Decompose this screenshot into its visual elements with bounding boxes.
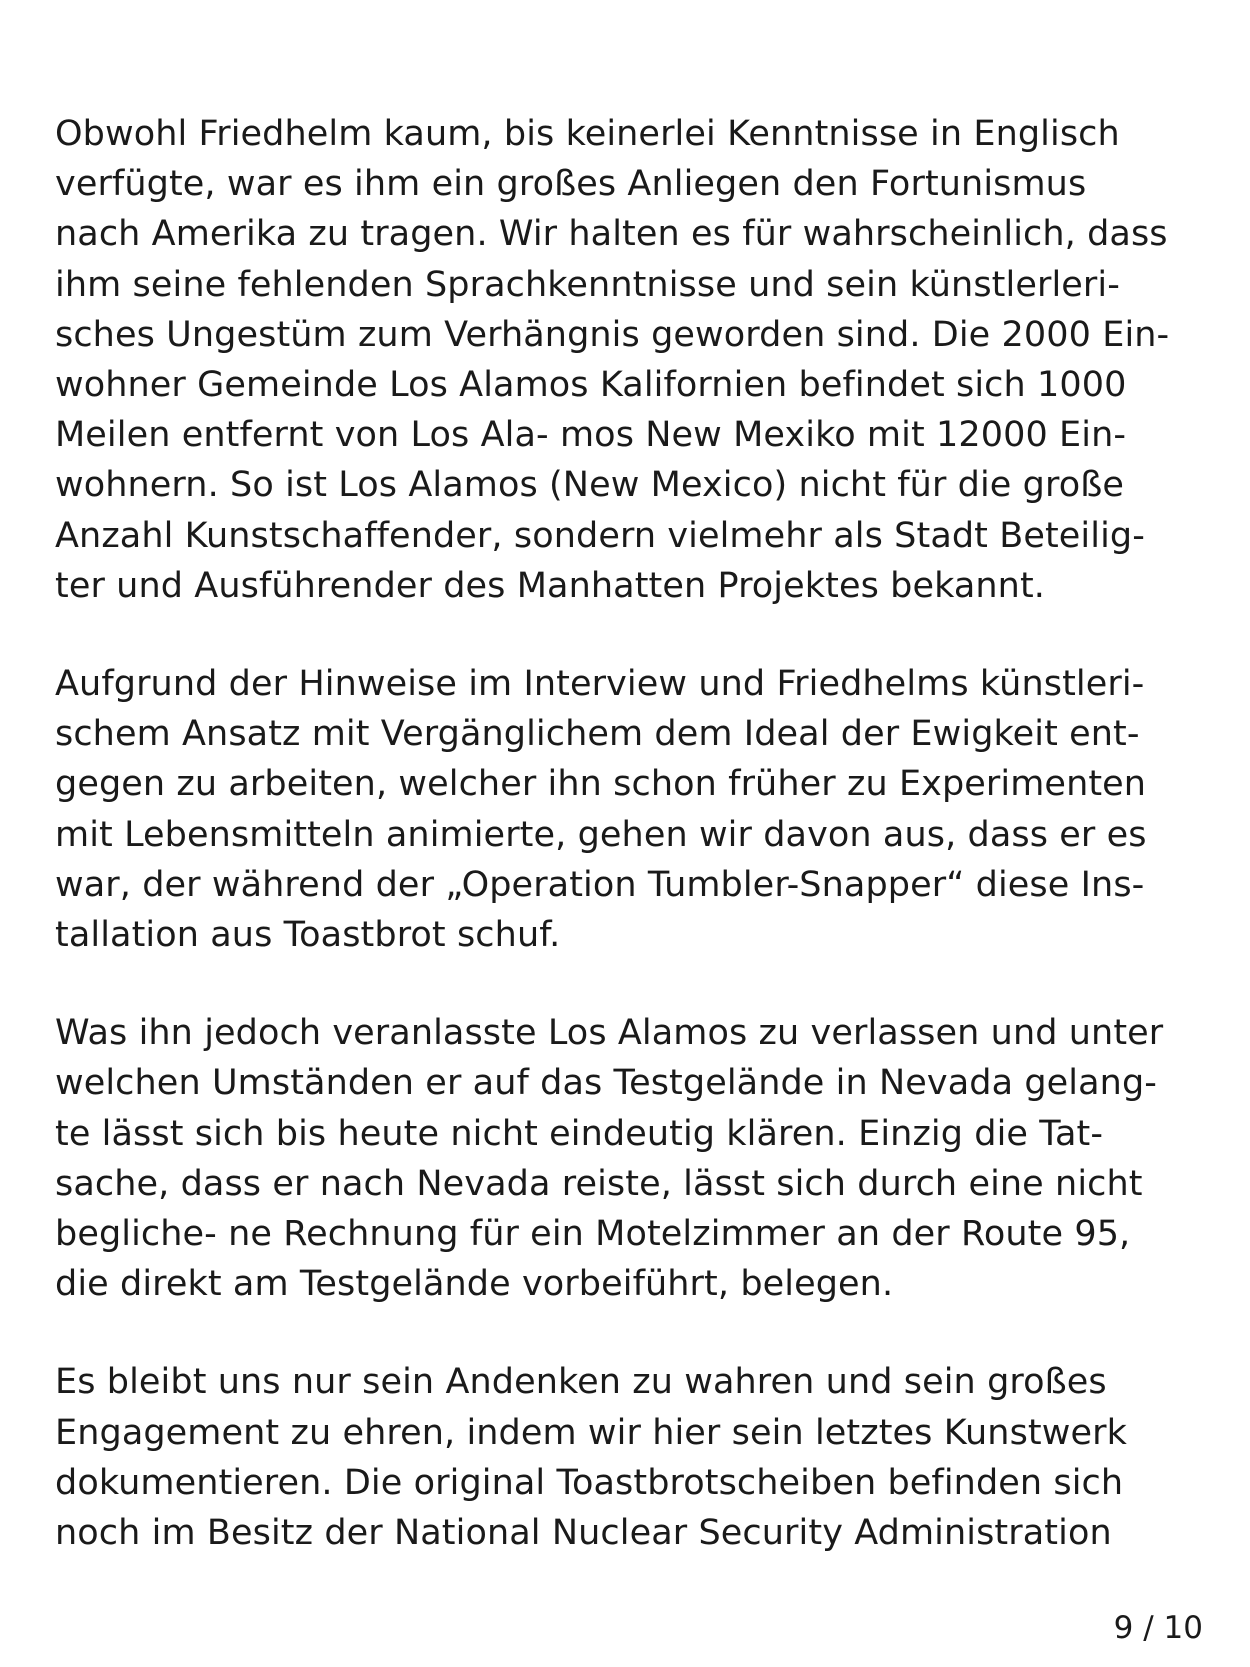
text-line: sache, dass er nach Nevada reiste, lässt sich durch eine nicht <box>55 1163 1143 1204</box>
text-line: war, der während der „Operation Tumbler-Snapper“ diese Ins- <box>55 864 1145 905</box>
text-line: gegen zu arbeiten, welcher ihn schon früher zu Experimenten <box>55 764 1147 805</box>
text-line: begliche- ne Rechnung für ein Motelzimmer an der Route 95, <box>55 1214 1131 1255</box>
text-line: sches Ungestüm zum Verhängnis geworden sind. Die 2000 Ein- <box>55 314 1170 355</box>
text-line: tallation aus Toastbrot schuf. <box>55 915 561 956</box>
text-line: noch im Besitz der National Nuclear Security Administration <box>55 1513 1112 1554</box>
paragraph-1 <box>55 109 1205 611</box>
body-text <box>55 109 1205 1606</box>
text-line: wohner Gemeinde Los Alamos Kalifornien befindet sich 1000 <box>55 365 1127 406</box>
text-line: Aufgrund der Hinweise im Interview und Friedhelms künstleri- <box>55 664 1145 705</box>
text-line: ter und Ausführender des Manhatten Projektes bekannt. <box>55 565 1046 606</box>
text-line: te lässt sich bis heute nicht eindeutig klären. Einzig die Tat- <box>55 1113 1104 1154</box>
text-line: dokumentieren. Die original Toastbrotscheiben befinden sich <box>55 1462 1124 1503</box>
text-line: verfügte, war es ihm ein großes Anliegen den Fortunismus <box>55 164 1087 205</box>
text-line: welchen Umständen er auf das Testgelände in Nevada gelang- <box>55 1063 1158 1104</box>
text-line: Es bleibt uns nur sein Andenken zu wahren und sein großes <box>55 1362 1107 1403</box>
text-line: schem Ansatz mit Vergänglichem dem Ideal der Ewigkeit ent- <box>55 714 1140 755</box>
text-line: Anzahl Kunstschaffender, sondern vielmehr als Stadt Beteilig- <box>55 515 1145 556</box>
text-line: Obwohl Friedhelm kaum, bis keinerlei Kenntnisse in Englisch <box>55 114 1120 154</box>
text-line: die direkt am Testgelände vorbeiführt, belegen. <box>55 1264 894 1305</box>
paragraph-3 <box>55 1008 1205 1309</box>
paragraph-4 <box>55 1357 1205 1558</box>
text-line: Was ihn jedoch veranlasste Los Alamos zu verlassen und unter <box>55 1013 1164 1054</box>
text-line: mit Lebensmitteln animierte, gehen wir davon aus, dass er es <box>55 814 1147 855</box>
text-line: ihm seine fehlenden Sprachkenntnisse und sein künstlerleri- <box>55 264 1120 305</box>
paragraph-2 <box>55 659 1205 960</box>
text-line: Meilen entfernt von Los Ala- mos New Mexiko mit 12000 Ein- <box>55 415 1127 456</box>
text-line: wohnern. So ist Los Alamos (New Mexico) nicht für die große <box>55 465 1124 506</box>
page-number: 9 / 10 <box>1113 1610 1203 1646</box>
text-line: nach Amerika zu tragen. Wir halten es für wahrscheinlich, dass <box>55 214 1168 255</box>
text-line: Engagement zu ehren, indem wir hier sein letztes Kunstwerk <box>55 1412 1127 1453</box>
